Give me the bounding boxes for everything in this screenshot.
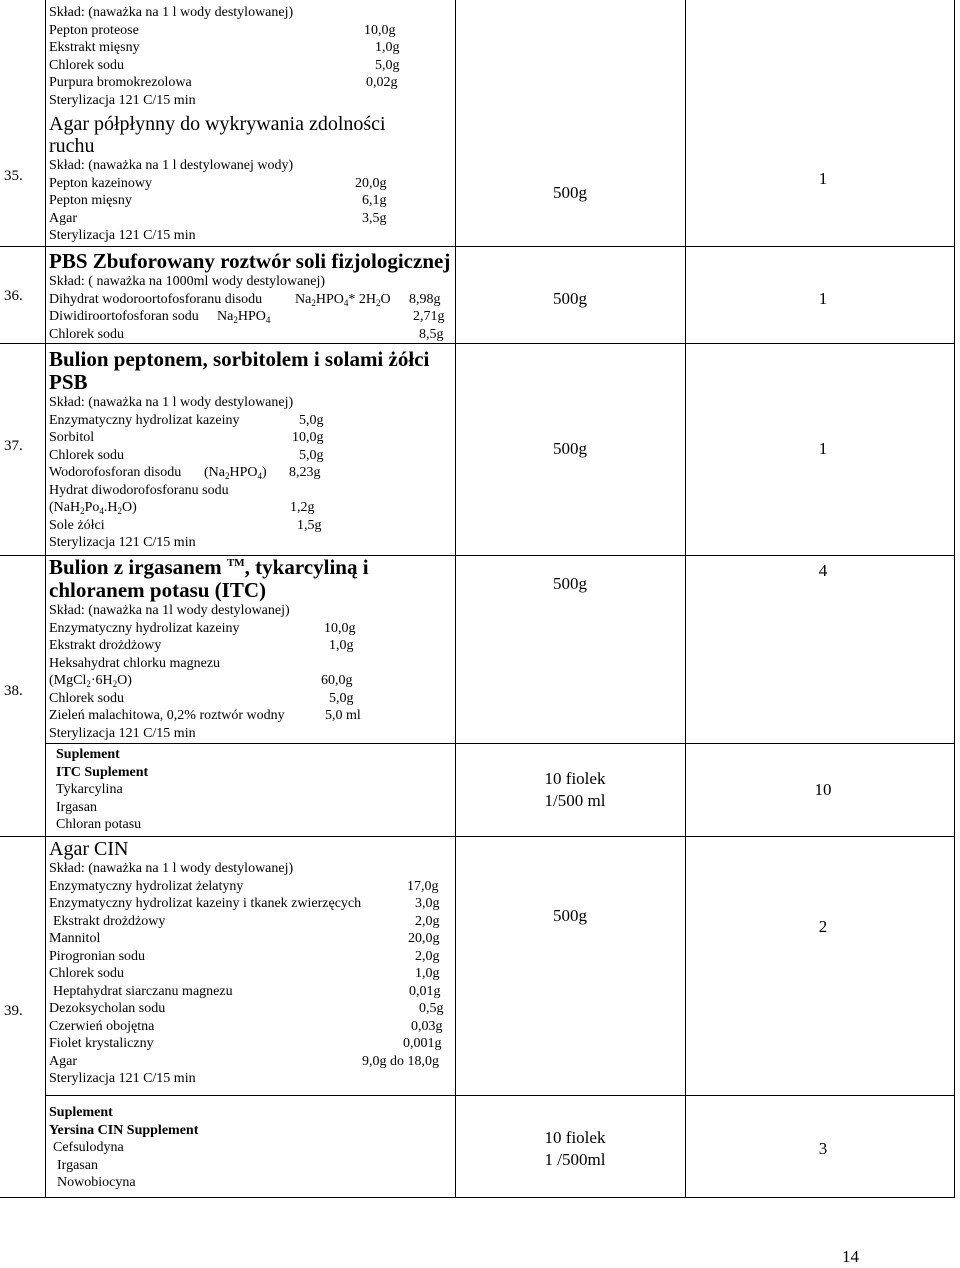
ingredient-row: Diwidiroortofosforan sodu $Na_2HPO_4$ 2,71g — [49, 309, 445, 325]
package-size: 500g — [553, 574, 587, 593]
composition-line: Skład: (naważka na 1 l wody destylowanej) — [49, 861, 294, 876]
composition-line: Skład: (naważka na 1l wody destylowanej) — [49, 603, 290, 618]
sterilization-line: Sterylizacja 121 C/15 min — [49, 725, 196, 741]
medium-entry-38 — [49, 556, 453, 742]
medium-title: Bulion z irgasanem ™, tykarcyliną i — [49, 555, 369, 579]
medium-title: Bulion peptonem, sorbitolem i solami żółci — [49, 347, 430, 371]
ingredient-row: Enzymatyczny hydrolizat kazeiny 5,0g — [49, 412, 324, 428]
ingredient-row: Czerwień obojętna 0,03g — [49, 1018, 443, 1034]
item-count: 1 — [818, 169, 828, 188]
package-size: 500g — [553, 439, 587, 458]
row-number: 38. — [4, 683, 23, 699]
sterilization-line: Sterylizacja 121 C/15 min — [49, 535, 196, 550]
sterilization-line: Sterylizacja 121 C/15 min — [49, 92, 196, 108]
ingredient-row: Purpura bromokrezolowa 0,02g — [49, 75, 398, 90]
supplement-label: Suplement — [56, 747, 120, 762]
ingredient-row: Agar 3,5g — [49, 210, 387, 226]
supplement-item: Nowobiocyna — [57, 1175, 136, 1190]
page-number: 14 — [842, 1247, 859, 1266]
ingredient-row: Pirogronian sodu 2,0g — [49, 948, 440, 964]
package-size: 500g — [553, 183, 587, 202]
composition-line: Skład: ( naważka na 1000ml wody destylowanej) — [49, 274, 326, 289]
column-divider — [954, 0, 955, 1198]
medium-title: PBS Zbuforowany roztwór soli fizjologicznej — [49, 249, 451, 273]
ingredient-row: Chlorek sodu 1,0g — [49, 966, 440, 981]
supplement-item: Cefsulodyna — [53, 1140, 124, 1155]
ingredient-row: Sole żółci 1,5g — [49, 517, 322, 533]
ingredient-row: Mannitol 20,0g — [49, 931, 440, 946]
ingredient-row: Chlorek sodu 5,0g — [49, 447, 324, 463]
column-divider — [45, 0, 46, 1198]
row-divider — [0, 343, 955, 344]
medium-title: chloranem potasu (ITC) — [49, 578, 267, 602]
medium-title: ruchu — [49, 135, 95, 157]
medium-entry-37 — [49, 348, 453, 552]
supplement-package: 10 fiolek 1 /500ml — [544, 1128, 606, 1169]
medium-entry-36 — [49, 250, 453, 343]
supplement-item: Irgasan — [57, 1157, 98, 1173]
row-number: 39. — [4, 1003, 23, 1019]
package-size: 500g — [553, 906, 587, 925]
ingredient-row: Hydrat diwodorofosforanu sodu — [49, 482, 229, 498]
medium-entry-35 — [49, 113, 453, 245]
column-divider — [455, 0, 456, 1198]
ingredient-row: Chlorek sodu 5,0g — [49, 57, 400, 73]
ingredient-row: $(NaH_2Po_4.H_2O)$ 1,2g — [49, 500, 315, 516]
supplement-item: Irgasan — [56, 799, 97, 815]
ingredient-row: Pepton kazeinowy 20,0g — [49, 175, 387, 191]
medium-title: Agar CIN — [49, 838, 129, 860]
row-number: 37. — [4, 438, 23, 454]
ingredient-row: Zieleń malachitowa, 0,2% roztwór wodny 5,0 ml — [49, 708, 361, 723]
composition-line: Skład: (naważka na 1 l wody destylowanej) — [49, 395, 294, 410]
chemical-formula: $(Na_2HPO_4)$ — [204, 465, 267, 481]
ingredient-row: Heksahydrat chlorku magnezu — [49, 655, 221, 671]
supplement-package: 10 fiolek 1/500 ml — [544, 769, 606, 810]
medium-entry-39 — [49, 838, 453, 1088]
ingredient-row: Chlorek sodu 5,0g — [49, 690, 354, 706]
medium-title: Agar półpłynny do wykrywania zdolności — [49, 113, 386, 135]
supplement-name: ITC Suplement — [56, 764, 149, 780]
ingredient-row: Dezoksycholan sodu 0,5g — [49, 1001, 444, 1016]
item-count: 4 — [818, 561, 828, 580]
ingredient-row: $(MgCl_2\cdot 6H_2O)$ 60,0g — [49, 673, 353, 689]
row-divider — [45, 1095, 955, 1096]
ingredient-row: Ekstrakt drożdżowy 2,0g — [53, 913, 440, 929]
supplement-block — [56, 746, 446, 834]
ingredient-row: Enzymatyczny hydrolizat kazeiny i tkanek zwierzęcych 3,0g — [49, 896, 440, 911]
supplement-block — [49, 1104, 449, 1192]
composition-line: Skład: (naważka na 1 l wody destylowanej) — [49, 5, 294, 20]
ingredient-row: Enzymatyczny hydrolizat żelatyny 17,0g — [49, 878, 439, 894]
ingredient-row: Ekstrakt mięsny 1,0g — [49, 40, 400, 55]
supplement-item: Chloran potasu — [56, 817, 142, 832]
chemical-formula: $Na_2HPO_4*$ $2H_2O$ — [295, 291, 391, 308]
row-divider — [45, 743, 955, 744]
supplement-label: Suplement — [49, 1105, 113, 1120]
supplement-name: Yersina CIN Supplement — [49, 1122, 199, 1138]
ingredient-row: Pepton mięsny 6,1g — [49, 193, 387, 208]
item-count: 1 — [818, 439, 828, 458]
row-number: 35. — [4, 168, 23, 184]
supplement-count: 10 — [814, 780, 832, 799]
chemical-formula: $(NaH_2Po_4.H_2O)$ — [49, 500, 137, 516]
sterilization-line: Sterylizacja 121 C/15 min — [49, 228, 196, 243]
prev-entry-tail — [49, 4, 449, 109]
chemical-formula: $(MgCl_2\cdot 6H_2O)$ — [49, 673, 132, 689]
supplement-count: 3 — [818, 1139, 828, 1158]
ingredient-row: Dihydrat wodoroortofosforanu disodu $Na_2HPO_4*$ $2H_2O$ 8,98g — [49, 291, 441, 308]
ingredient-row: Enzymatyczny hydrolizat kazeiny 10,0g — [49, 620, 356, 636]
ingredient-row: Chlorek sodu 8,5g — [49, 326, 444, 342]
medium-title: PSB — [49, 370, 88, 394]
chemical-formula: $Na_2HPO_4$ — [217, 309, 271, 325]
sterilization-line: Sterylizacja 121 C/15 min — [49, 1071, 196, 1086]
ingredient-row: Agar 9,0g do 18,0g — [49, 1053, 439, 1069]
row-divider — [0, 246, 955, 247]
package-size: 500g — [553, 289, 587, 308]
row-divider — [0, 836, 955, 837]
column-divider — [685, 0, 686, 1198]
ingredient-row: Pepton proteose 10,0g — [49, 22, 396, 38]
item-count: 1 — [818, 289, 828, 308]
ingredient-row: Heptahydrat siarczanu magnezu 0,01g — [53, 983, 441, 999]
supplement-item: Tykarcylina — [56, 782, 123, 797]
item-count: 2 — [818, 917, 828, 936]
ingredient-row: Fiolet krystaliczny 0,001g — [49, 1036, 442, 1051]
ingredient-row: Wodorofosforan disodu $(Na_2HPO_4)$ 8,23g — [49, 465, 321, 481]
composition-line: Skład: (naważka na 1 l destylowanej wody) — [49, 158, 294, 173]
row-number: 36. — [4, 288, 23, 304]
ingredient-row: Ekstrakt drożdżowy 1,0g — [49, 638, 354, 653]
row-divider — [0, 1197, 955, 1198]
ingredient-row: Sorbitol 10,0g — [49, 430, 324, 445]
